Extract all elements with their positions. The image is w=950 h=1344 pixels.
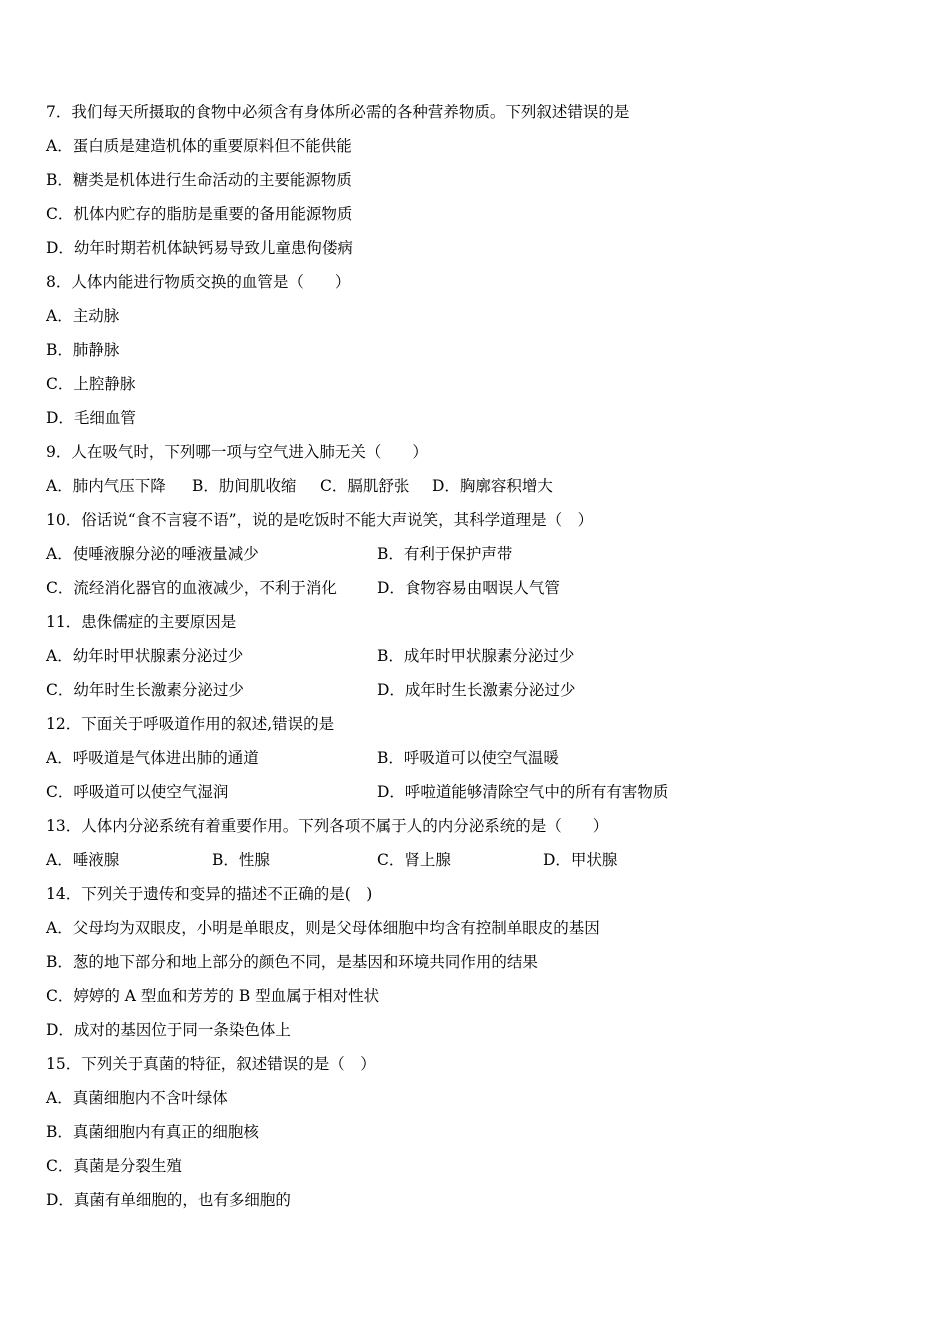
question-12-option-b: B．呼吸道可以使空气温暖 bbox=[377, 749, 559, 767]
question-13-option-d: D．甲状腺 bbox=[543, 851, 618, 869]
question-7-option-c: C．机体内贮存的脂肪是重要的备用能源物质 bbox=[46, 205, 353, 223]
question-7-option-a: A．蛋白质是建造机体的重要原料但不能供能 bbox=[46, 137, 352, 155]
question-9-option-c: C．膈肌舒张 bbox=[320, 477, 410, 495]
question-15-option-a: A．真菌细胞内不含叶绿体 bbox=[46, 1089, 228, 1107]
question-12-stem: 12．下面关于呼吸道作用的叙述,错误的是 bbox=[46, 715, 335, 733]
question-11-stem: 11．患侏儒症的主要原因是 bbox=[46, 613, 237, 631]
question-8-option-d: D．毛细血管 bbox=[46, 409, 136, 427]
question-11-option-c: C．幼年时生长激素分泌过少 bbox=[46, 681, 244, 699]
question-12-option-d: D．呼啦道能够清除空气中的所有有害物质 bbox=[377, 783, 669, 801]
question-14-option-d: D．成对的基因位于同一条染色体上 bbox=[46, 1021, 291, 1039]
question-15-stem: 15．下列关于真菌的特征，叙述错误的是（ ） bbox=[46, 1055, 376, 1073]
question-15-option-c: C．真菌是分裂生殖 bbox=[46, 1157, 182, 1175]
question-13-option-b: B．性腺 bbox=[212, 851, 270, 869]
question-9-stem: 9．人在吸气时，下列哪一项与空气进入肺无关（ ） bbox=[46, 443, 428, 461]
question-15-option-d: D．真菌有单细胞的，也有多细胞的 bbox=[46, 1191, 291, 1209]
question-10-option-a: A．使唾液腺分泌的唾液量减少 bbox=[46, 545, 259, 563]
question-7-option-b: B．糖类是机体进行生命活动的主要能源物质 bbox=[46, 171, 352, 189]
question-11-option-b: B．成年时甲状腺素分泌过少 bbox=[377, 647, 575, 665]
question-13-stem: 13．人体内分泌系统有着重要作用。下列各项不属于人的内分泌系统的是（ ） bbox=[46, 817, 609, 835]
question-7-stem: 7．我们每天所摄取的食物中必须含有身体所必需的各种营养物质。下列叙述错误的是 bbox=[46, 103, 630, 121]
question-14-option-a: A．父母均为双眼皮，小明是单眼皮，则是父母体细胞中均含有控制单眼皮的基因 bbox=[46, 919, 600, 937]
question-14-option-c: C．婷婷的 A 型血和芳芳的 B 型血属于相对性状 bbox=[46, 987, 380, 1005]
question-14-stem: 14．下列关于遗传和变异的描述不正确的是( ) bbox=[46, 885, 373, 903]
question-9-option-b: B．肋间肌收缩 bbox=[192, 477, 297, 495]
question-13-option-c: C．肾上腺 bbox=[377, 851, 451, 869]
question-12-option-a: A．呼吸道是气体进出肺的通道 bbox=[46, 749, 259, 767]
question-8-option-a: A．主动脉 bbox=[46, 307, 120, 325]
question-11-option-a: A．幼年时甲状腺素分泌过少 bbox=[46, 647, 244, 665]
question-10-option-d: D．食物容易由咽误人气管 bbox=[377, 579, 560, 597]
question-7-option-d: D．幼年时期若机体缺钙易导致儿童患佝偻病 bbox=[46, 239, 353, 257]
question-8-option-c: C．上腔静脉 bbox=[46, 375, 136, 393]
question-8-option-b: B．肺静脉 bbox=[46, 341, 120, 359]
question-9-option-a: A．肺内气压下降 bbox=[46, 477, 166, 495]
question-14-option-b: B．葱的地下部分和地上部分的颜色不同，是基因和环境共同作用的结果 bbox=[46, 953, 538, 971]
question-9-option-d: D．胸廓容积增大 bbox=[432, 477, 553, 495]
question-11-option-d: D．成年时生长激素分泌过少 bbox=[377, 681, 576, 699]
question-15-option-b: B．真菌细胞内有真正的细胞核 bbox=[46, 1123, 259, 1141]
question-12-option-c: C．呼吸道可以使空气湿润 bbox=[46, 783, 229, 801]
question-8-stem: 8．人体内能进行物质交换的血管是（ ） bbox=[46, 273, 351, 291]
question-13-option-a: A．唾液腺 bbox=[46, 851, 120, 869]
question-10-stem: 10．俗话说“食不言寝不语”，说的是吃饭时不能大声说笑，其科学道理是（ ） bbox=[46, 511, 594, 529]
question-10-option-c: C．流经消化器官的血液减少，不利于消化 bbox=[46, 579, 337, 597]
question-10-option-b: B．有利于保护声带 bbox=[377, 545, 513, 563]
